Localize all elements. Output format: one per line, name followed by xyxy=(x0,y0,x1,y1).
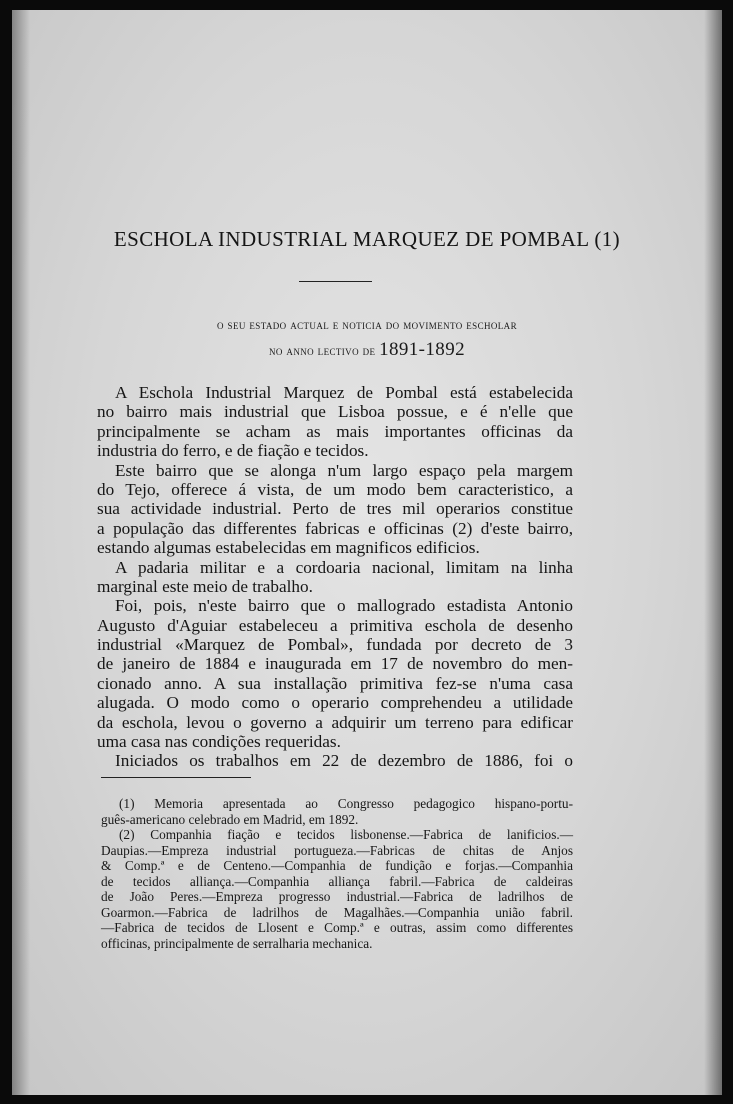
body-line: industrial «Marquez de Pombal», fundada por decreto de 3 xyxy=(97,635,573,655)
footnote-line: (2) Companhia fiação e tecidos lisbonense.—Fabrica de lanificios.— xyxy=(119,827,573,842)
body-line: estando algumas estabelecidas em magnificos edificios. xyxy=(97,538,480,558)
footnote-line: de tecidos alliança.—Companhia alliança fabril.—Fabrica de caldeiras xyxy=(101,873,573,889)
subtitle-line-2 xyxy=(12,339,722,361)
body-line: do Tejo, offerece á vista, de um modo bem caracteristico, a xyxy=(97,479,573,499)
body-line: de janeiro de 1884 e inaugurada em 17 de novembro do men- xyxy=(97,654,573,674)
subtitle-prefix: no anno lectivo de xyxy=(268,343,376,358)
subtitle-line-1: o seu estado actual e noticia do movimento escholar xyxy=(216,317,517,332)
body-line: Iniciados os trabalhos em 22 de dezembro de 1886, foi o xyxy=(115,751,573,771)
footnote-line: —Fabrica de tecidos de Llosent e Comp.ª e outras, assim como differentes xyxy=(101,920,573,935)
footnote-line: guês-americano celebrado em Madrid, em 1892. xyxy=(101,811,359,827)
page-edge-shadow-left xyxy=(12,10,30,1095)
body-line: A Eschola Industrial Marquez de Pombal está estabelecida xyxy=(115,383,573,402)
footnote-line: (1) Memoria apresentada ao Congresso pedagogico hispano-portu- xyxy=(119,796,573,811)
footnote-line: Daupias.—Empreza industrial portugueza.—Fabricas de chitas de Anjos xyxy=(101,842,573,858)
footnote-divider xyxy=(101,777,251,778)
body-line: no bairro mais industrial que Lisboa possue, e é n'elle que xyxy=(97,402,573,422)
footnote-line: & Comp.ª e de Centeno.—Companhia de fundição e forjas.—Companhia xyxy=(101,858,573,873)
title-divider xyxy=(299,281,372,282)
page-edge-shadow-right xyxy=(704,10,722,1095)
body-line: cionado anno. A sua installação primitiva fez-se n'uma casa xyxy=(97,673,573,693)
body-line: principalmente se acham as mais importantes officinas da xyxy=(97,421,573,441)
document-page xyxy=(12,10,722,1095)
footnotes xyxy=(101,796,573,951)
body-line: sua actividade industrial. Perto de tres mil operarios constitue xyxy=(97,499,573,519)
body-line: industria do ferro, e de fiação e tecidos. xyxy=(97,441,369,461)
page-title: ESCHOLA INDUSTRIAL MARQUEZ DE POMBAL (1) xyxy=(113,227,621,251)
body-line: Foi, pois, n'este bairro que o mallogrado estadista Antonio xyxy=(115,596,573,616)
body-line: a população das differentes fabricas e officinas (2) d'este bairro, xyxy=(97,518,573,538)
body-line: alugada. O modo como o operario comprehendeu a utilidade xyxy=(97,693,573,713)
footnote-line: officinas, principalmente de serralharia mechanica. xyxy=(101,935,373,951)
body-line: da eschola, levou o governo a adquirir um terreno para edificar xyxy=(97,712,573,732)
footnote-line: de João Peres.—Empreza progresso industrial.—Fabrica de ladrilhos de xyxy=(101,889,573,904)
body-line: uma casa nas condições requeridas. xyxy=(97,732,341,752)
body-text xyxy=(97,383,573,771)
body-line: marginal este meio de trabalho. xyxy=(97,576,313,596)
body-line: Este bairro que se alonga n'um largo espaço pela margem xyxy=(115,460,573,480)
footnote-line: Goarmon.—Fabrica de ladrilhos de Magalhães.—Companhia união fabril. xyxy=(101,904,573,920)
body-line: Augusto d'Aguiar estabeleceu a primitiva eschola de desenho xyxy=(97,615,573,635)
body-line: A padaria militar e a cordoaria nacional, limitam na linha xyxy=(115,557,573,577)
subtitle-years: 1891-1892 xyxy=(379,339,466,360)
